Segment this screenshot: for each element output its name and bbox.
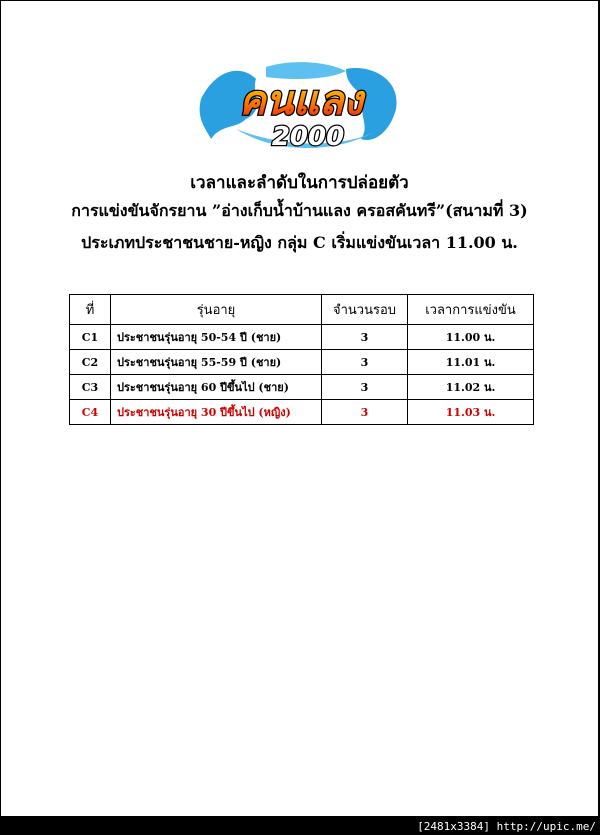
table-row <box>70 375 534 400</box>
header-start-time: เวลาการแข่งขัน <box>408 295 534 325</box>
event-name: การแข่งขันจักรยาน ”อ่างเก็บน้ำบ้านแลง ครอสคันทรี”(สนามที่ 3) <box>71 201 528 220</box>
start-schedule-table <box>69 294 534 425</box>
table-row <box>70 325 534 350</box>
row-code: C1 <box>70 325 111 350</box>
event-logo <box>196 59 406 157</box>
row-time: 11.02 น. <box>408 375 534 400</box>
table-row-highlighted <box>70 400 534 425</box>
row-age-group: ประชาชนรุ่นอายุ 60 ปีขึ้นไป (ชาย) <box>111 375 322 400</box>
header-number: ที่ <box>70 295 111 325</box>
row-time: 11.00 น. <box>408 325 534 350</box>
row-laps: 3 <box>322 375 408 400</box>
category-info: ประเภทประชาชนชาย-หญิง กลุ่ม C เริ่มแข่งขันเวลา 11.00 น. <box>81 233 518 252</box>
row-laps: 3 <box>322 325 408 350</box>
water-splash-top <box>266 62 346 79</box>
header-laps: จำนวนรอบ <box>322 295 408 325</box>
document-page <box>1 1 598 816</box>
schedule-title: เวลาและลำดับในการปล่อยตัว <box>190 173 409 193</box>
row-age-group: ประชาชนรุ่นอายุ 55-59 ปี (ชาย) <box>111 350 322 375</box>
row-code: C2 <box>70 350 111 375</box>
row-age-group: ประชาชนรุ่นอายุ 30 ปีขึ้นไป (หญิง) <box>111 400 322 425</box>
table-header-row <box>70 295 534 325</box>
logo-title: คนแลง <box>239 78 363 124</box>
row-laps: 3 <box>322 350 408 375</box>
row-age-group: ประชาชนรุ่นอายุ 50-54 ปี (ชาย) <box>111 325 322 350</box>
table-row <box>70 350 534 375</box>
row-time: 11.03 น. <box>408 400 534 425</box>
row-time: 11.01 น. <box>408 350 534 375</box>
row-code: C3 <box>70 375 111 400</box>
row-code: C4 <box>70 400 111 425</box>
logo-year: 2000 <box>271 122 345 152</box>
row-laps: 3 <box>322 400 408 425</box>
header-age-group: รุ่นอายุ <box>111 295 322 325</box>
image-host-footer: [2481x3384] http://upic.me/ <box>417 820 596 833</box>
